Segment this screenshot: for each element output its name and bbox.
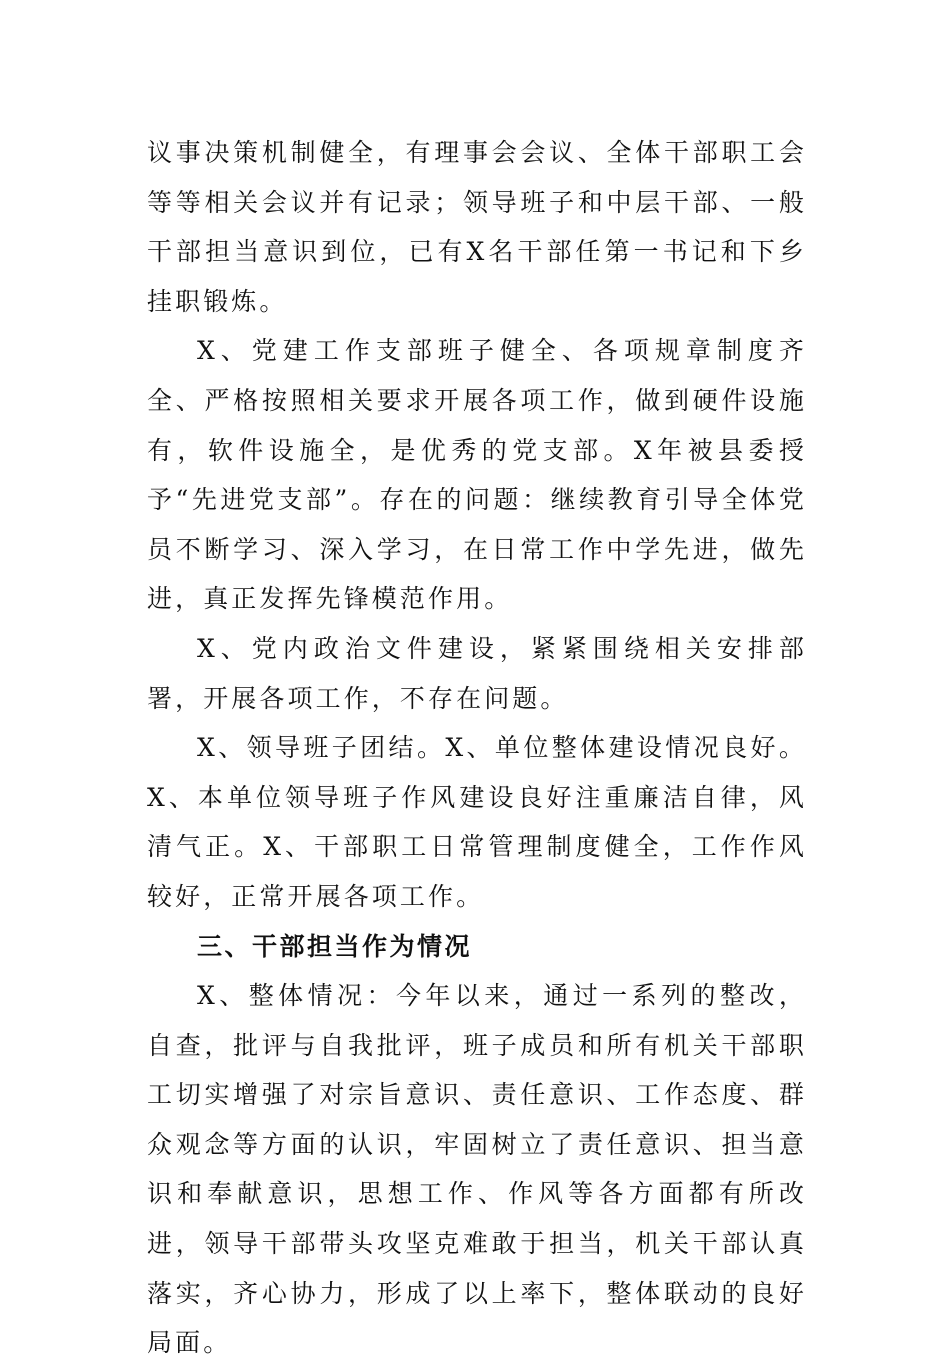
paragraph-political-documents: X、党内政治文件建设，紧紧围绕相关安排部署，开展各项工作，不存在问题。 [147, 633, 807, 713]
paragraph-leadership-unity: X、领导班子团结。X、单位整体建设情况良好。X、本单位领导班子作风建设良好注重廉洁自律，风清气正。X、干部职工日常管理制度健全，工作作风较好，正常开展各项工作。 [147, 733, 807, 911]
paragraph-overall-situation: X、整体情况：今年以来，通过一系列的整改，自查，批评与自我批评，班子成员和所有机关干部职工切实增强了对宗旨意识、责任意识、工作态度、群众观念等方面的认识，牢固树立了责任意识、担当意识和奉献意识，思想工作、作风等各方面都有所改进，领导干部带头攻坚克难敢于担当，机关干部认真落实，齐心协力，形成了以上率下，整体联动的良好局面。 [147, 981, 807, 1358]
paragraph-party-branch: X、党建工作支部班子健全、各项规章制度齐全、严格按照相关要求开展各项工作，做到硬件设施有，软件设施全，是优秀的党支部。X年被县委授予“先进党支部”。存在的问题：继续教育引导全体党员不断学习、深入学习，在日常工作中学先进，做先进，真正发挥先锋模范作用。 [147, 336, 807, 614]
section-heading: 三、干部担当作为情况 [197, 931, 473, 961]
paragraph-continuation: 议事决策机制健全，有理事会会议、全体干部职工会等等相关会议并有记录；领导班子和中层干部、一般干部担当意识到位，已有X名干部任第一书记和下乡挂职锻炼。 [147, 138, 807, 316]
document-body [147, 128, 807, 1368]
